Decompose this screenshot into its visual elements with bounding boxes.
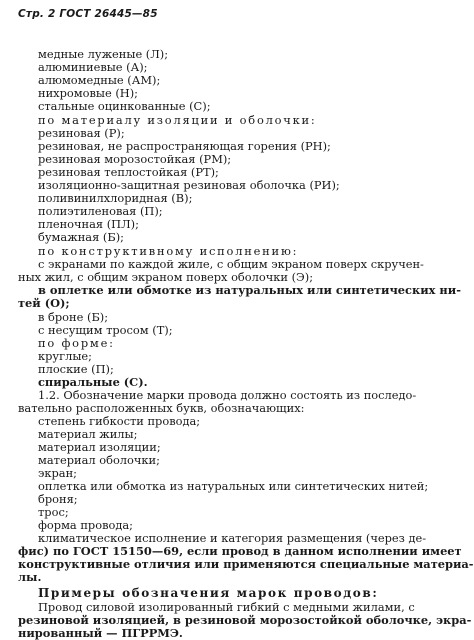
text-line: материал жилы; xyxy=(38,427,138,441)
text-line: степень гибкости провода; xyxy=(38,414,201,428)
text-line: фис) по ГОСТ 15150—69, если провод в данном исполнении имеет xyxy=(18,544,462,558)
text-line: трос; xyxy=(38,505,69,519)
text-line: с несущим тросом (Т); xyxy=(38,323,173,337)
text-line: медные луженые (Л); xyxy=(38,47,169,61)
text-line: с экранами по каждой жиле, с общим экраном поверх скручен- xyxy=(38,257,424,271)
text-line: по конструктивному исполнению: xyxy=(38,244,299,258)
text-line: спиральные (С). xyxy=(38,375,148,389)
text-line: Провод силовой изолированный гибкий с медными жилами, с xyxy=(38,600,415,614)
text-line: алюминиевые (А); xyxy=(38,60,148,74)
text-line: алюмомедные (АМ); xyxy=(38,73,161,87)
text-line: конструктивные отличия или применяются специальные материа- xyxy=(18,557,474,571)
text-line: оплетка или обмотка из натуральных или синтетических нитей; xyxy=(38,479,429,493)
text-line: ных жил, с общим экраном поверх оболочки (Э); xyxy=(18,270,314,284)
text-line: в броне (Б); xyxy=(38,310,109,324)
text-line: форма провода; xyxy=(38,518,133,532)
text-line: стальные оцинкованные (С); xyxy=(38,99,211,113)
text-line: по форме: xyxy=(38,336,115,350)
text-line: бумажная (Б); xyxy=(38,230,124,244)
text-line: климатическое исполнение и категория размещения (через де- xyxy=(38,531,427,545)
text-line: резиновая теплостойкая (РТ); xyxy=(38,165,219,179)
text-line: броня; xyxy=(38,492,78,506)
text-line: материал изоляции; xyxy=(38,440,161,454)
text-line: 1.2. Обозначение марки провода должно состоять из последо- xyxy=(38,388,417,402)
text-line: резиновая (Р); xyxy=(38,126,125,140)
text-line: поливинилхлоридная (В); xyxy=(38,191,193,205)
text-line: по материалу изоляции и оболочки: xyxy=(38,113,317,127)
text-line: плоские (П); xyxy=(38,362,114,376)
text-line: резиновая, не распространяющая горения (РН); xyxy=(38,139,331,153)
text-line: тей (О); xyxy=(18,296,70,310)
page-header: Стр. 2 ГОСТ 26445—85 xyxy=(18,8,158,20)
text-line: полиэтиленовая (П); xyxy=(38,204,163,218)
text-line: вательно расположенных букв, обозначающих: xyxy=(18,401,305,415)
text-line: лы. xyxy=(18,570,42,584)
text-line: материал оболочки; xyxy=(38,453,160,467)
text-line: в оплетке или обмотке из натуральных или синтетических ни- xyxy=(38,283,461,297)
text-line: нированный — ПГРРМЭ. xyxy=(18,626,183,640)
text-line: изоляционно-защитная резиновая оболочка (РИ); xyxy=(38,178,340,192)
text-line: резиновой изоляцией, в резиновой морозостойкой оболочке, экра- xyxy=(18,613,472,627)
text-line: нихромовые (Н); xyxy=(38,86,138,100)
text-line: экран; xyxy=(38,466,78,480)
text-line: круглые; xyxy=(38,349,92,363)
text-line: резиновая морозостойкая (РМ); xyxy=(38,152,232,166)
text-line: пленочная (ПЛ); xyxy=(38,217,139,231)
text-line: Примеры обозначения марок проводов: xyxy=(38,586,379,600)
